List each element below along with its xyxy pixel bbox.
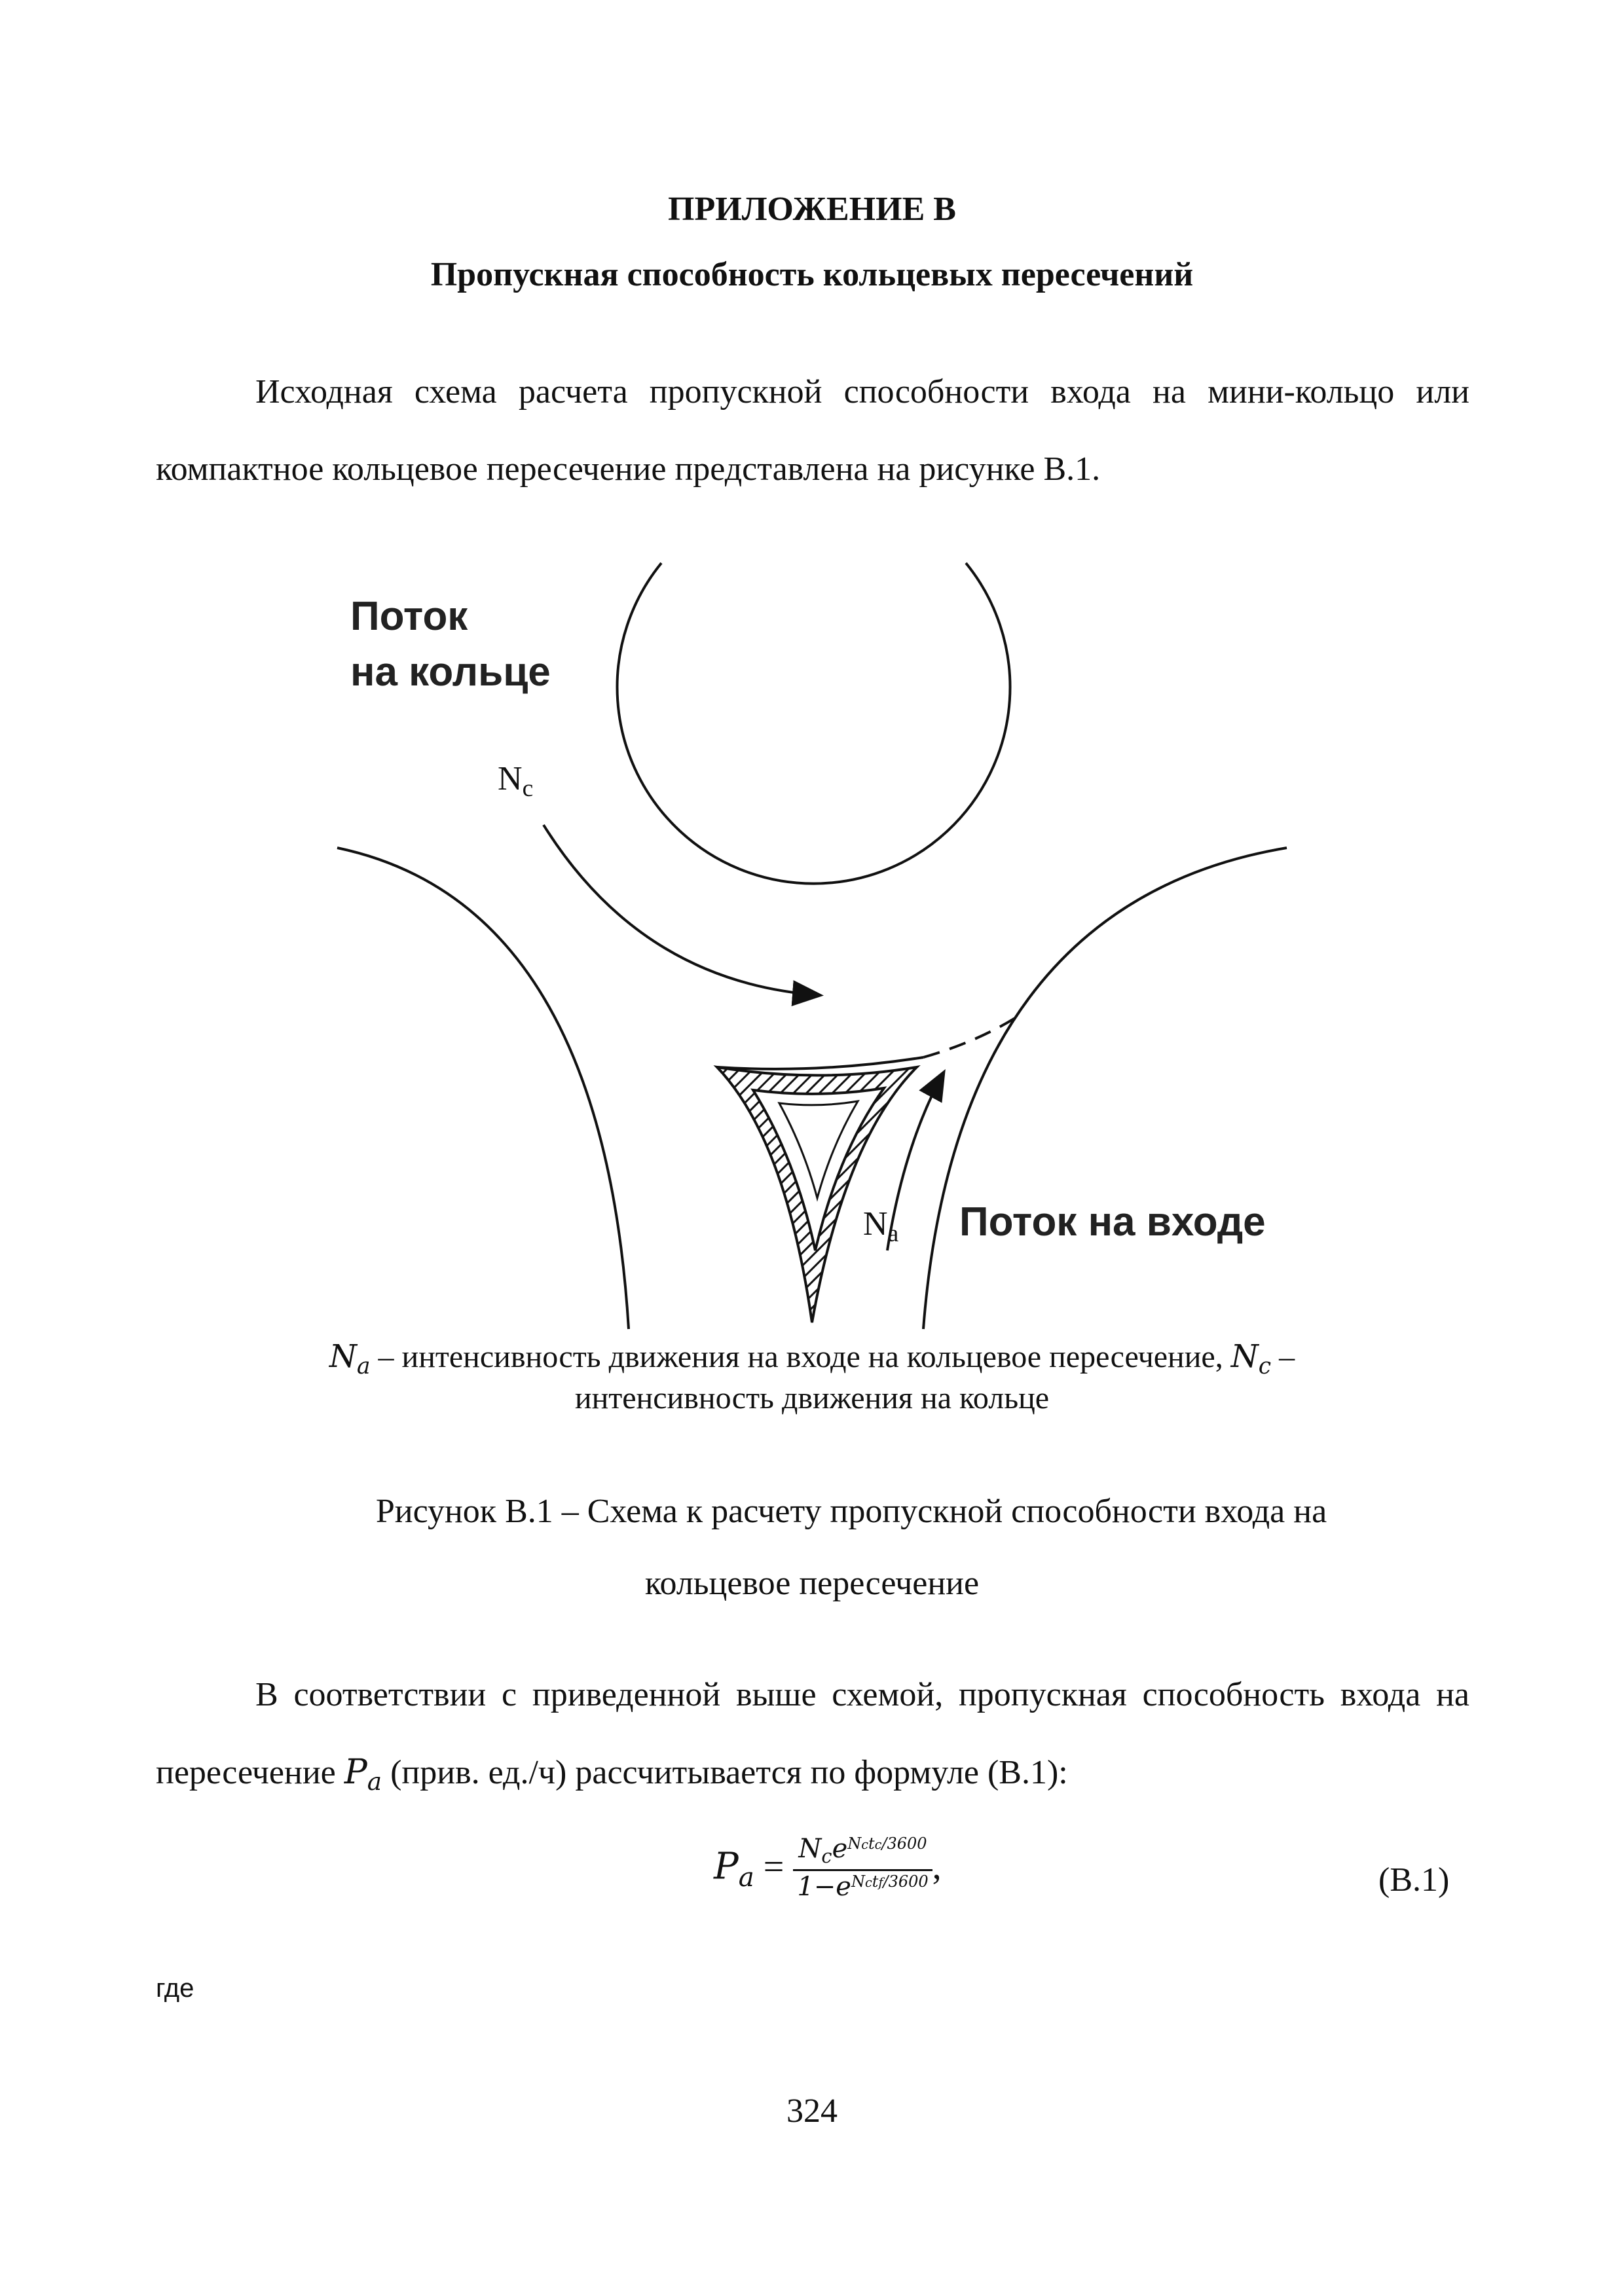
figure-legend-line2: интенсивность движения на кольце <box>574 1381 1050 1415</box>
central-island-circle <box>618 563 1010 884</box>
formula-b1 <box>714 1833 942 1907</box>
formula-intro-symbol: P <box>344 1753 367 1792</box>
ring-flow-label-line1: Поток <box>350 594 468 639</box>
right-road-edge <box>923 848 1287 1329</box>
entry-flow-label: Поток на входе <box>959 1199 1266 1245</box>
formula-intro-part2: (прив. ед./ч) рассчитывается по формуле (В.1): <box>382 1754 1068 1791</box>
formula-lhs: P <box>714 1845 739 1888</box>
formula-equals: = <box>754 1846 794 1887</box>
formula-number: (В.1) <box>1378 1861 1450 1899</box>
circulating-flow-arrow <box>544 825 819 995</box>
formula-trailing-comma: , <box>932 1846 942 1887</box>
appendix-subtitle: Пропускная способность кольцевых пересечений <box>430 256 1194 293</box>
page-number: 324 <box>786 2092 838 2130</box>
na-letter: N <box>863 1205 888 1243</box>
legend-na-symbol: N <box>329 1338 357 1375</box>
nc-subscript: c <box>522 775 534 803</box>
legend-nc-symbol: N <box>1230 1338 1259 1375</box>
appendix-title: ПРИЛОЖЕНИЕ В <box>668 191 956 228</box>
figure-caption-line2: кольцевое пересечение <box>644 1565 980 1602</box>
formula-fraction <box>793 1833 932 1907</box>
roundabout-diagram <box>0 550 1624 1336</box>
figure-legend-line1 <box>0 1336 1624 1381</box>
formula-intro-symbol-sub: a <box>367 1767 382 1796</box>
left-road-edge <box>337 848 629 1329</box>
ring-boundary-dashed <box>923 1018 1015 1057</box>
where-label: где <box>156 1974 194 2003</box>
ring-boundary-solid <box>717 1057 923 1069</box>
legend-na-text: – интенсивность движения на входе на кольцевое пересечение, <box>370 1339 1231 1374</box>
nc-letter: N <box>498 760 523 797</box>
legend-nc-sub: c <box>1258 1353 1272 1379</box>
intro-paragraph: Исходная схема расчета пропускной способности входа на мини-кольцо или компактное кольцевое пересечение представлена на рисунке В.1. <box>156 373 1469 488</box>
legend-na-sub: a <box>356 1353 371 1379</box>
legend-nc-dash: – <box>1271 1339 1295 1374</box>
formula-lhs-sub: a <box>738 1861 754 1893</box>
ring-flow-label-line2: на кольце <box>350 649 551 695</box>
formula-numerator: $N_ce^{Nctc/3600}$ <box>793 1833 932 1871</box>
na-label <box>863 1205 899 1248</box>
figure-caption-line1: Рисунок В.1 – Схема к расчету пропускной способности входа на <box>375 1493 1327 1530</box>
na-subscript: a <box>887 1220 899 1248</box>
nc-label <box>498 759 534 803</box>
formula-intro-paragraph <box>156 1656 1469 1813</box>
roundabout-figure <box>0 550 1624 1336</box>
formula-denominator: $1-e^{Nctf/3600}$ <box>797 1872 929 1902</box>
formula-intro-part1: В соответствии с приведенной выше схемой, пропускная способность входа на пересечение <box>156 1676 1469 1791</box>
